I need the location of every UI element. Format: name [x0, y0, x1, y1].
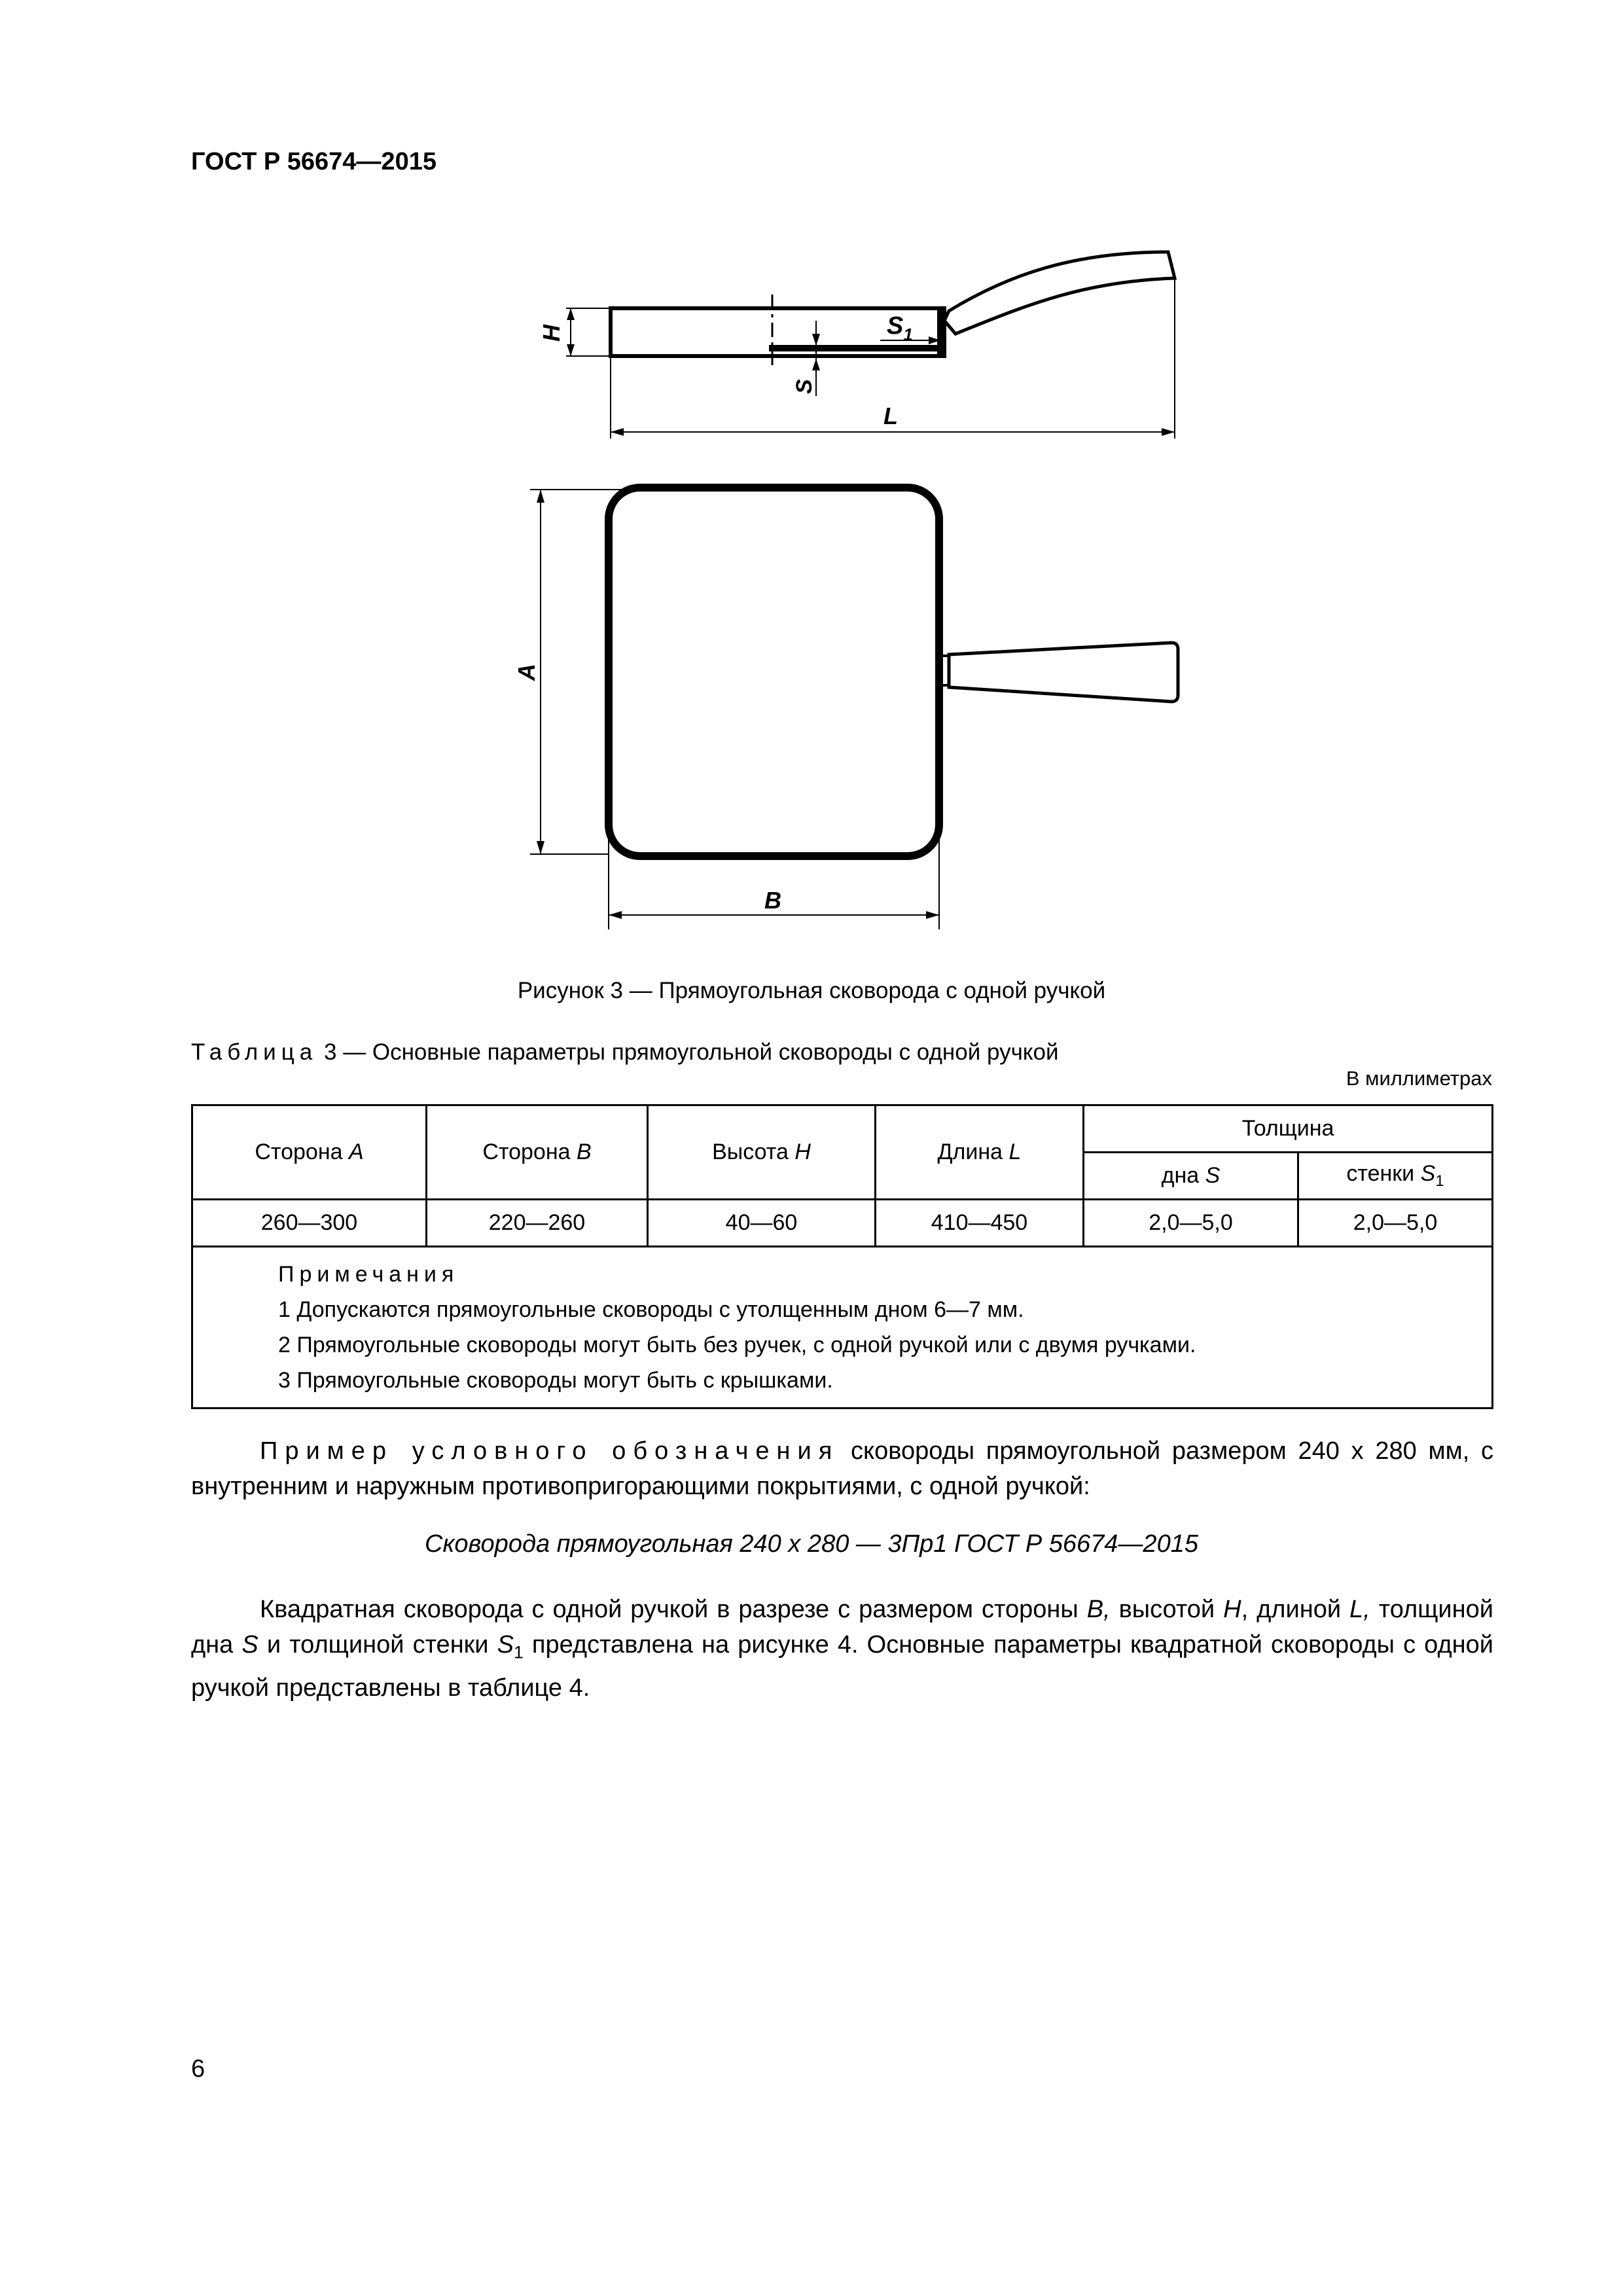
- table-row: [192, 1200, 1493, 1247]
- label-l: L: [883, 403, 898, 429]
- example-text: сковороды прямоугольной размером 240 х 280 мм, с внутренним и наружным противопригорающими покрытиями, с одной ручкой:: [191, 1437, 1493, 1500]
- note-3: 3 Прямоугольные сковороды могут быть с крышками.: [278, 1368, 833, 1393]
- note-1: 1 Допускаются прямоугольные сковороды с утолщенным дном 6—7 мм.: [278, 1297, 1024, 1322]
- cell-height: 40—60: [648, 1200, 876, 1247]
- cell-length: 410—450: [876, 1200, 1084, 1247]
- header-height: Высота H: [648, 1105, 876, 1200]
- cell-wall: 2,0—5,0: [1298, 1200, 1493, 1247]
- table-title-word: Таблица: [191, 1039, 318, 1065]
- top-view: [530, 488, 1178, 929]
- figure-caption: Рисунок 3 — Прямоугольная сковорода с одной ручкой: [517, 978, 1106, 1003]
- notes-row: [192, 1247, 1493, 1408]
- label-s1: $S_1$: [887, 312, 913, 344]
- label-a: A: [513, 664, 540, 681]
- label-b: B: [764, 887, 781, 914]
- example-designation: Сковорода прямоугольная 240 х 280 — 3Пр1 ГОСТ Р 56674—2015: [425, 1530, 1198, 1558]
- table-header-row: [192, 1105, 1493, 1153]
- header-side-b: Сторона B: [427, 1105, 648, 1200]
- page-number: 6: [191, 2055, 205, 2083]
- label-s: S: [792, 379, 817, 394]
- handle-top: [949, 643, 1178, 702]
- document-code: ГОСТ Р 56674—2015: [191, 148, 437, 175]
- handle-side: [944, 252, 1175, 334]
- parameters-table: [191, 1104, 1493, 1409]
- cell-side-a: 260—300: [192, 1200, 427, 1247]
- cell-bottom: 2,0—5,0: [1084, 1200, 1298, 1247]
- header-thickness: Толщина: [1084, 1105, 1493, 1153]
- side-view: [566, 252, 1175, 439]
- notes-cell: [192, 1247, 1493, 1408]
- pan-top-outer: [609, 488, 939, 856]
- header-bottom: дна S: [1084, 1153, 1298, 1200]
- table-units: В миллиметрах: [1346, 1067, 1492, 1090]
- notes-title: Примечания: [278, 1262, 459, 1287]
- table-title-rest: 3 — Основные параметры прямоугольной сковороды с одной ручкой: [317, 1039, 1059, 1065]
- label-h: H: [538, 325, 565, 342]
- table-title: [191, 1039, 1059, 1066]
- header-side-a: Сторона A: [192, 1105, 427, 1200]
- cell-side-b: 220—260: [427, 1200, 648, 1247]
- header-length: Длина L: [876, 1105, 1084, 1200]
- note-2: 2 Прямоугольные сковороды могут быть без ручек, с одной ручкой или с двумя ручками.: [278, 1333, 1196, 1357]
- figure-drawing: [0, 0, 1623, 956]
- description-paragraph: Квадратная сковорода с одной ручкой в разрезе с размером стороны B, высотой H, длиной L, толщиной дна S и толщиной стенки $S_1$ представлена на рисунке 4. Основные параметры квадратной сковороды с одной ручкой представлены в таблице 4.: [191, 1596, 1493, 1702]
- header-wall: стенки $S_1$: [1298, 1153, 1493, 1200]
- example-lead: Пример условного обозначения: [260, 1437, 840, 1465]
- example-paragraph: [191, 1433, 1493, 1504]
